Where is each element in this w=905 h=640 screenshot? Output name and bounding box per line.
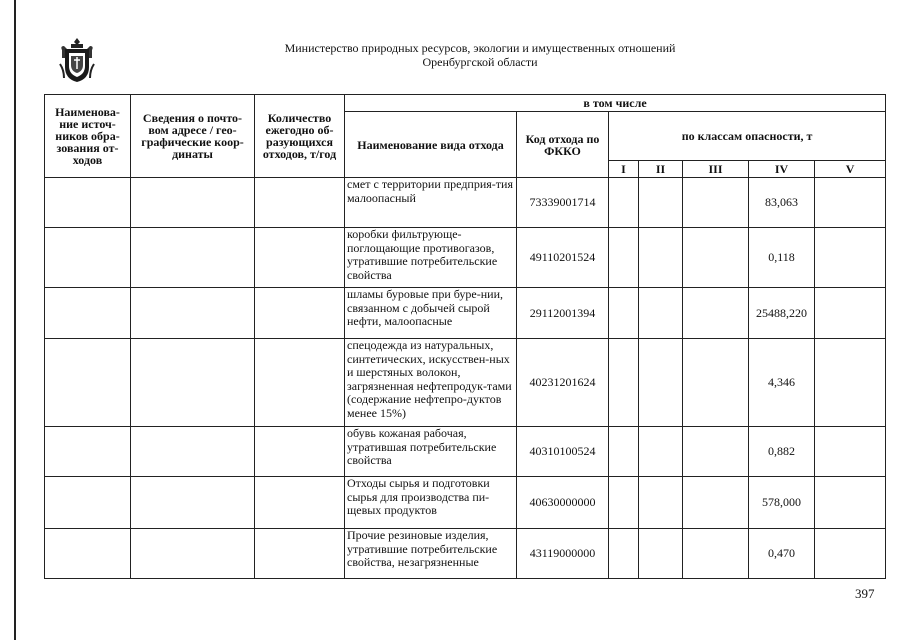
class-iv-cell: 83,063 bbox=[749, 178, 815, 228]
header-class-v: V bbox=[815, 161, 886, 178]
class-iv-cell: 0,882 bbox=[749, 427, 815, 477]
header-class-iv: IV bbox=[749, 161, 815, 178]
class-iv-cell: 25488,220 bbox=[749, 288, 815, 339]
header-class-ii: II bbox=[639, 161, 683, 178]
region-name: Оренбургской области bbox=[422, 55, 538, 69]
waste-name-cell: спецодежда из натуральных, синтетических, искусствен-ных и шерстяных волокон, загрязненная нефтепродук-тами (содержание нефтепро-дуктов менее 15%) bbox=[345, 339, 517, 427]
header-class-i: I bbox=[609, 161, 639, 178]
fkko-code-cell: 29112001394 bbox=[517, 288, 609, 339]
fkko-code-cell: 43119000000 bbox=[517, 529, 609, 579]
class-iv-cell: 578,000 bbox=[749, 477, 815, 529]
page-number: 397 bbox=[855, 586, 875, 601]
table-row bbox=[45, 427, 886, 477]
scan-edge-line bbox=[14, 0, 16, 640]
fkko-code-cell: 40231201624 bbox=[517, 339, 609, 427]
waste-name-cell: Отходы сырья и подготовки сырья для производства пи-щевых продуктов bbox=[345, 477, 517, 529]
table-row bbox=[45, 228, 886, 288]
table-row bbox=[45, 477, 886, 529]
header-address: Сведения о почто-вом адресе / гео-графические коор-динаты bbox=[131, 95, 255, 178]
fkko-code-cell: 40310100524 bbox=[517, 427, 609, 477]
table-row bbox=[45, 529, 886, 579]
waste-name-cell: коробки фильтрующе-поглощающие противогазов, утратившие потребительские свойства bbox=[345, 228, 517, 288]
header-by-class: по классам опасности, т bbox=[609, 112, 886, 161]
table-row bbox=[45, 178, 886, 228]
class-iv-cell: 0,470 bbox=[749, 529, 815, 579]
waste-name-cell: смет с территории предприя-тия малоопасный bbox=[345, 178, 517, 228]
header-class-iii: III bbox=[683, 161, 749, 178]
header-source-name: Наименова-ние источ-ников обра-зования от-ходов bbox=[45, 95, 131, 178]
document-header bbox=[180, 41, 780, 69]
waste-name-cell: Прочие резиновые изделия, утратившие потребительские свойства, незагрязненные bbox=[345, 529, 517, 579]
fkko-code-cell: 49110201524 bbox=[517, 228, 609, 288]
ministry-name: Министерство природных ресурсов, экологии и имущественных отношений bbox=[284, 41, 676, 55]
header-quantity: Количество ежегодно об-разующихся отходов, т/год bbox=[255, 95, 345, 178]
header-fkko-code: Код отхода по ФККО bbox=[517, 112, 609, 178]
header-including: в том числе bbox=[345, 95, 886, 112]
waste-name-cell: шламы буровые при буре-нии, связанном с добычей сырой нефти, малоопасные bbox=[345, 288, 517, 339]
coat-of-arms-icon bbox=[58, 36, 96, 84]
class-iv-cell: 4,346 bbox=[749, 339, 815, 427]
waste-table bbox=[44, 94, 886, 579]
table-row bbox=[45, 288, 886, 339]
waste-name-cell: обувь кожаная рабочая, утратившая потребительские свойства bbox=[345, 427, 517, 477]
header-waste-name: Наименование вида отхода bbox=[345, 112, 517, 178]
fkko-code-cell: 40630000000 bbox=[517, 477, 609, 529]
fkko-code-cell: 73339001714 bbox=[517, 178, 609, 228]
table-row bbox=[45, 339, 886, 427]
class-iv-cell: 0,118 bbox=[749, 228, 815, 288]
